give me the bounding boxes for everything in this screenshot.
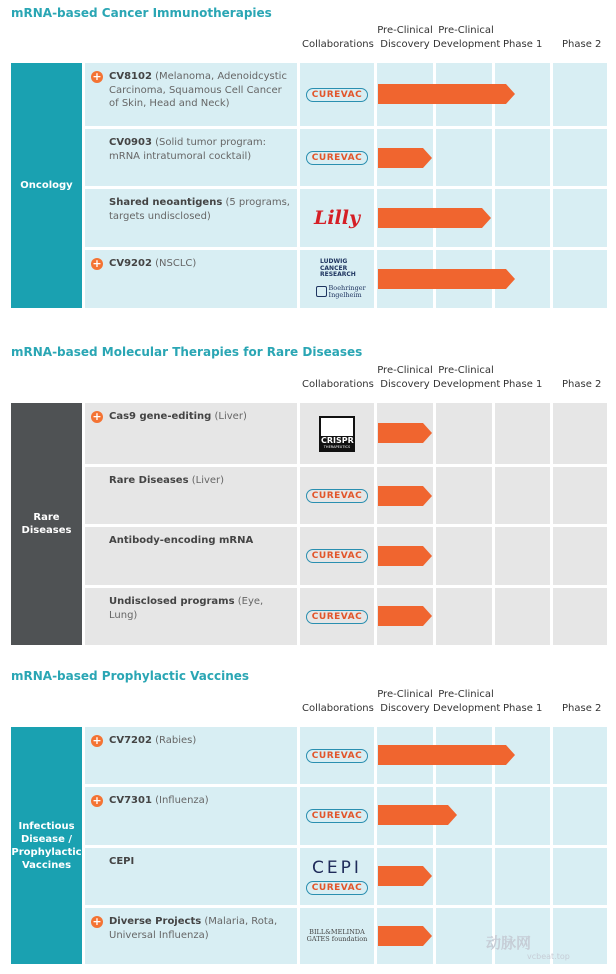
header-preclinical-discovery: Pre-Clinical Discovery [377,365,433,390]
section-title-rare: mRNA-based Molecular Therapies for Rare Diseases [11,345,363,359]
expand-plus-icon[interactable]: + [92,70,102,83]
curevac-logo: CUREVAC [300,727,374,784]
row-bg [495,467,550,524]
expand-plus-icon[interactable]: + [92,410,102,423]
progress-bar [378,926,423,946]
header-preclinical-development: Pre-Clinical Development [433,365,501,390]
category-oncology: Oncology [11,63,82,308]
row-bg [436,527,492,585]
header-phase2: Phase 2 [562,39,602,50]
program-cv9202[interactable]: + CV9202 (NSCLC) [92,257,197,270]
program-antibody-mrna: Antibody-encoding mRNA [109,535,254,546]
program-cepi: CEPI [109,856,135,867]
row-bg [495,588,550,645]
header-preclinical-discovery: Pre-Clinical Discovery [377,689,433,714]
header-collaborations: Collaborations [302,379,374,390]
row-bg [495,403,550,464]
row-bg [495,787,550,845]
cepi-logo: CEPI [312,857,362,878]
row-bg [495,848,550,905]
program-rare-diseases-liver: Rare Diseases (Liver) [109,475,225,486]
row-bg [553,588,607,645]
crispr-logo: CRISPR THERAPEUTICS [300,403,374,464]
progress-bar [378,269,506,289]
row-bg [553,250,607,308]
partner-logos [300,848,374,905]
category-rare-diseases: Rare Diseases [11,403,82,645]
expand-plus-icon[interactable]: + [92,257,102,270]
progress-bar [378,84,506,104]
curevac-logo: CUREVAC [300,588,374,645]
curevac-logo: CUREVAC [300,129,374,186]
program-undisclosed: Undisclosed programs (Eye, Lung) [109,596,264,621]
row-bg [495,129,550,186]
row-bg [436,467,492,524]
expand-plus-icon[interactable]: + [92,734,102,747]
header-phase2: Phase 2 [562,379,602,390]
header-phase1: Phase 1 [503,39,543,50]
curevac-logo: CUREVAC [300,787,374,845]
program-cv8102[interactable]: + CV8102 (Melanoma, Adenoidcystic Carcinoma, Squamous Cell Cancer of Skin, Head and Neck) [92,70,287,109]
partner-logos [300,250,374,308]
row-bg [436,848,492,905]
header-phase2: Phase 2 [562,703,602,714]
header-preclinical-development: Pre-Clinical Development [433,689,501,714]
category-infectious-disease: Infectious Disease / Prophylactic Vaccines [11,727,82,964]
header-phase1: Phase 1 [503,379,543,390]
row-bg [553,63,607,126]
progress-bar [378,423,423,443]
program-diverse-projects[interactable]: + Diverse Projects (Malaria, Rota, Universal Influenza) [92,915,278,941]
section-title-vaccines: mRNA-based Prophylactic Vaccines [11,669,250,683]
header-collaborations: Collaborations [302,703,374,714]
ludwig-logo: LUDWIG CANCER RESEARCH [320,258,356,279]
progress-bar [378,486,423,506]
section-title-cancer: mRNA-based Cancer Immunotherapies [11,6,272,20]
curevac-logo: CUREVAC [306,881,368,895]
progress-bar [378,148,423,168]
row-bg [553,727,607,784]
row-bg [553,403,607,464]
progress-bar [378,805,448,825]
progress-bar [378,866,423,886]
row-bg [495,527,550,585]
row-bg [436,403,492,464]
lilly-logo: Lilly [313,207,361,229]
row-bg [436,588,492,645]
progress-bar [378,606,423,626]
progress-bar [378,546,423,566]
row-bg [553,848,607,905]
row-bg [553,467,607,524]
watermark-url: vcbeat.top [527,952,570,961]
watermark: 动脉网 [486,934,532,952]
header-preclinical-development: Pre-Clinical Development [433,25,501,50]
header-phase1: Phase 1 [503,703,543,714]
row-bg [436,129,492,186]
expand-plus-icon[interactable]: + [92,794,102,807]
expand-plus-icon[interactable]: + [92,915,102,928]
progress-bar [378,208,482,228]
curevac-logo: CUREVAC [300,63,374,126]
row-bg [553,189,607,247]
row-bg [495,189,550,247]
curevac-logo: CUREVAC [300,467,374,524]
program-cv7202[interactable]: + CV7202 (Rabies) [92,734,197,747]
header-collaborations: Collaborations [302,39,374,50]
header-preclinical-discovery: Pre-Clinical Discovery [377,25,433,50]
program-cas9[interactable]: + Cas9 gene-editing (Liver) [92,410,247,423]
boehringer-logo: Boehringer Ingelheim [316,285,359,299]
program-shared-neoantigens: Shared neoantigens (5 programs, targets undisclosed) [109,197,290,222]
curevac-logo: CUREVAC [300,527,374,585]
row-bg [553,129,607,186]
gates-foundation-logo: BILL&MELINDA GATES foundation [306,928,368,943]
program-cv0903: CV0903 (Solid tumor program: mRNA intratumoral cocktail) [109,137,267,162]
progress-bar [378,745,506,765]
row-bg [553,787,607,845]
row-bg [553,527,607,585]
program-cv7301[interactable]: + CV7301 (Influenza) [92,794,209,807]
row-bg [436,908,492,964]
